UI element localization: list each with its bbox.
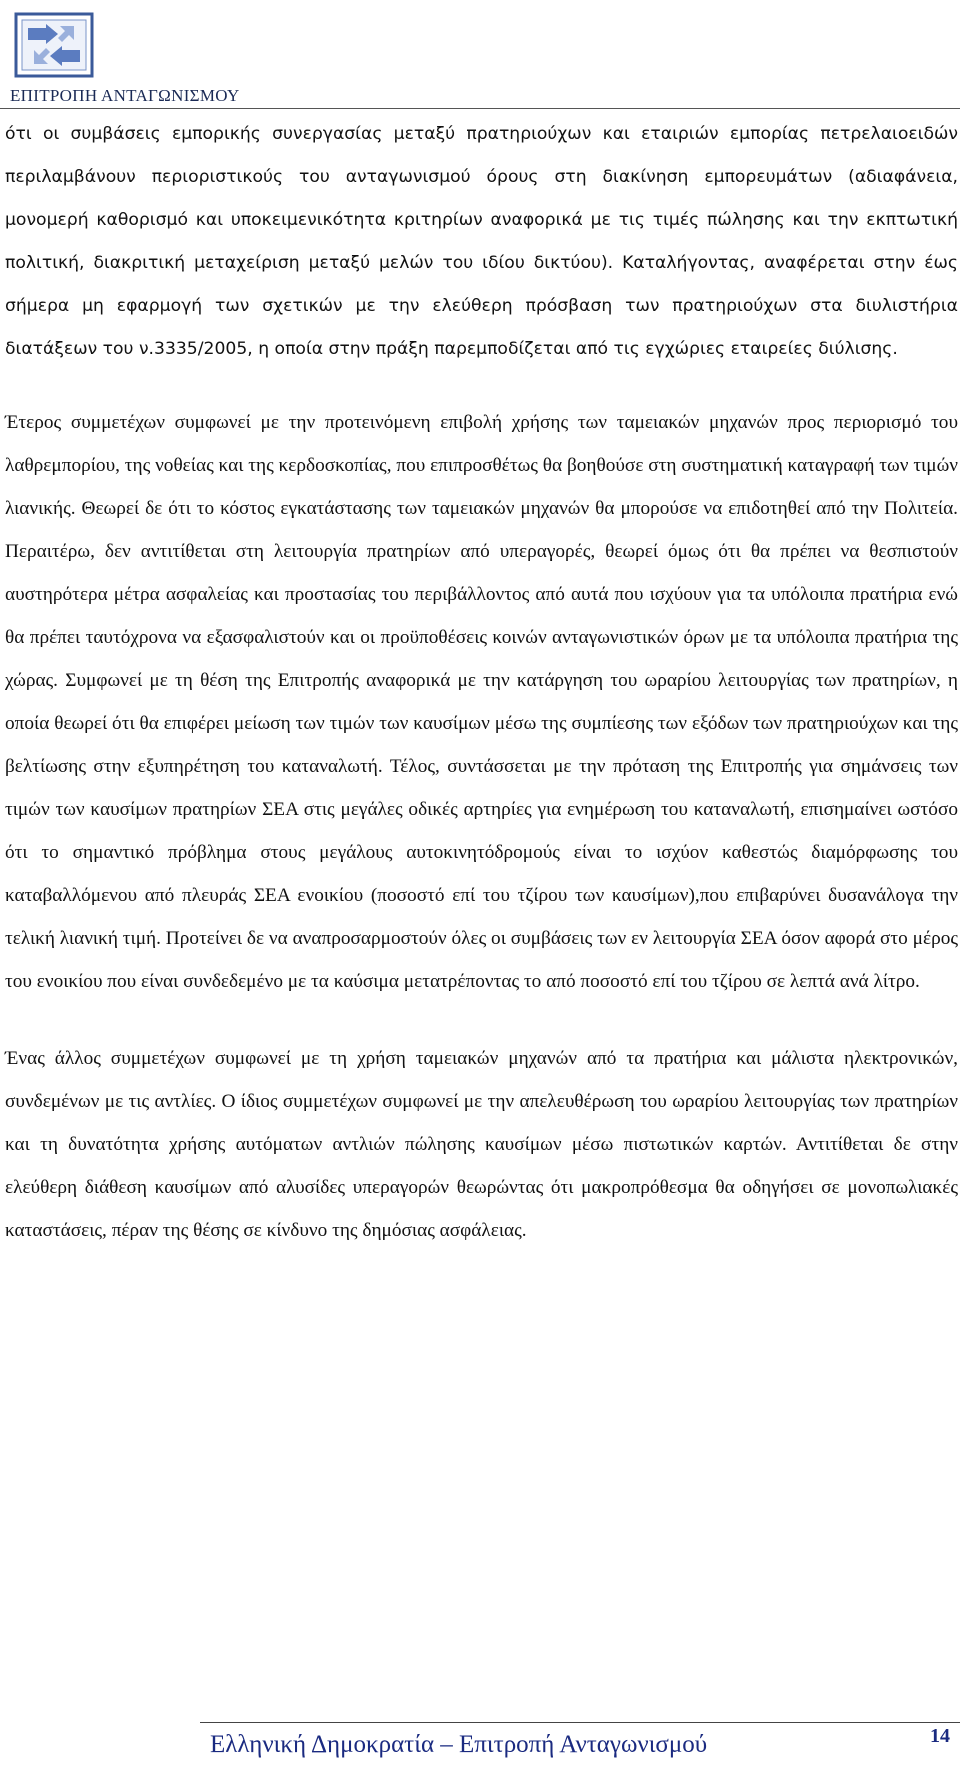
- page-number: 14: [930, 1725, 950, 1747]
- paragraph-1: ότι οι συμβάσεις εμπορικής συνεργασίας μεταξύ πρατηριούχων και εταιριών εμπορίας πετρελαιοειδών περιλαμβάνουν περιοριστικούς του ανταγωνισμού όρους στη διακίνηση εμπορευμάτων (αδιαφάνεια, μονομερή καθορισμό και υποκειμενικότητα κριτηρίων αναφορικά με τις τιμές πώλησης και την εκπτωτική πολιτική, διακριτική μεταχείριση μεταξύ μελών του ιδίου δικτύου). Καταλήγοντας, αναφέρεται στην έως σήμερα μη εφαρμογή των σχετικών με την ελεύθερη πρόσβαση των πρατηριούχων στα διυλιστήρια διατάξεων του ν.3335/2005, η οποία στην πράξη παρεμποδίζεται από τις εγχώριες εταιρείες διύλισης.: [5, 124, 958, 359]
- page-footer: [0, 1725, 960, 1770]
- competition-commission-logo-icon: [14, 12, 94, 78]
- organization-name: ΕΠΙΤΡΟΠΗ ΑΝΤΑΓΩΝΙΣΜΟΥ: [10, 86, 240, 105]
- footer-text: Ελληνική Δημοκρατία – Επιτροπή Ανταγωνισμού: [210, 1731, 708, 1758]
- paragraph-2: Έτερος συμμετέχων συμφωνεί με την προτεινόμενη επιβολή χρήσης των ταμειακών μηχανών προς περιορισμό του λαθρεμπορίου, της νοθείας και της κερδοσκοπίας, που επιπροσθέτως θα βοηθούσε στη συστηματική καταγραφή των τιμών λιανικής. Θεωρεί δε ότι το κόστος εγκατάστασης των ταμειακών μηχανών θα μπορούσε να επιδοτηθεί από την Πολιτεία. Περαιτέρω, δεν αντιτίθεται στη λειτουργία πρατηρίων από υπεραγορές, θεωρεί όμως ότι θα πρέπει να θεσπιστούν αυστηρότερα μέτρα ασφαλείας και προστασίας του περιβάλλοντος από αυτά που ισχύουν για τα υπόλοιπα πρατήρια ενώ θα πρέπει ταυτόχρονα να εξασφαλιστούν και οι προϋποθέσεις κοινών ανταγωνιστικών όρων με τα υπόλοιπα πρατήρια της χώρας. Συμφωνεί με τη θέση της Επιτροπής αναφορικά με την κατάργηση του ωραρίου λειτουργίας των πρατηρίων, η οποία θεωρεί ότι θα επιφέρει μείωση των τιμών των καυσίμων μέσω της συμπίεσης των εξόδων των πρατηριούχων και της βελτίωσης στην εξυπηρέτηση του καταναλωτή. Τέλος, συντάσσεται με την πρόταση της Επιτροπής για σημάνσεις των τιμών των καυσίμων πρατηρίων ΣΕΑ στις μεγάλες οδικές αρτηρίες για ενημέρωση του καταναλωτή, επισημαίνει ωστόσο ότι το σημαντικό πρόβλημα στους μεγάλους αυτοκινητόδρομούς είναι το ισχύον καθεστώς διαμόρφωσης του καταβαλλόμενου από πλευράς ΣΕΑ ενοικίου (ποσοστό επί του τζίρου των καυσίμων),που επιβαρύνει δυσανάλογα την τελική λιανική τιμή. Προτείνει δε να αναπροσαρμοστούν όλες οι συμβάσεις των εν λειτουργία ΣΕΑ όσον αφορά στο μέρος του ενοικίου που είναι συνδεδεμένο με τα καύσιμα μετατρέποντας το από ποσοστό επί του τζίρου σε λεπτά ανά λίτρο.: [5, 412, 958, 992]
- paragraph-3: Ένας άλλος συμμετέχων συμφωνεί με τη χρήση ταμειακών μηχανών από τα πρατήρια και μάλιστα ηλεκτρονικών, συνδεμένων με τις αντλίες. Ο ίδιος συμμετέχων συμφωνεί με την απελευθέρωση του ωραρίου λειτουργίας των πρατηρίων και τη δυνατότητα χρήσης αυτόματων αντλιών πώλησης καυσίμων μέσω πιστωτικών καρτών. Αντιτίθεται δε στην ελεύθερη διάθεση καυσίμων από αλυσίδες υπεραγορών θεωρώντας ότι μακροπρόθεσμα θα οδηγήσει σε μονοπωλιακές καταστάσεις, πέραν της θέσης σε κίνδυνο της δημόσιας ασφάλειας.: [5, 1048, 958, 1241]
- header-divider: [0, 108, 960, 109]
- document-body: [5, 113, 958, 1252]
- footer-divider: [200, 1722, 960, 1723]
- page-header: [0, 0, 960, 112]
